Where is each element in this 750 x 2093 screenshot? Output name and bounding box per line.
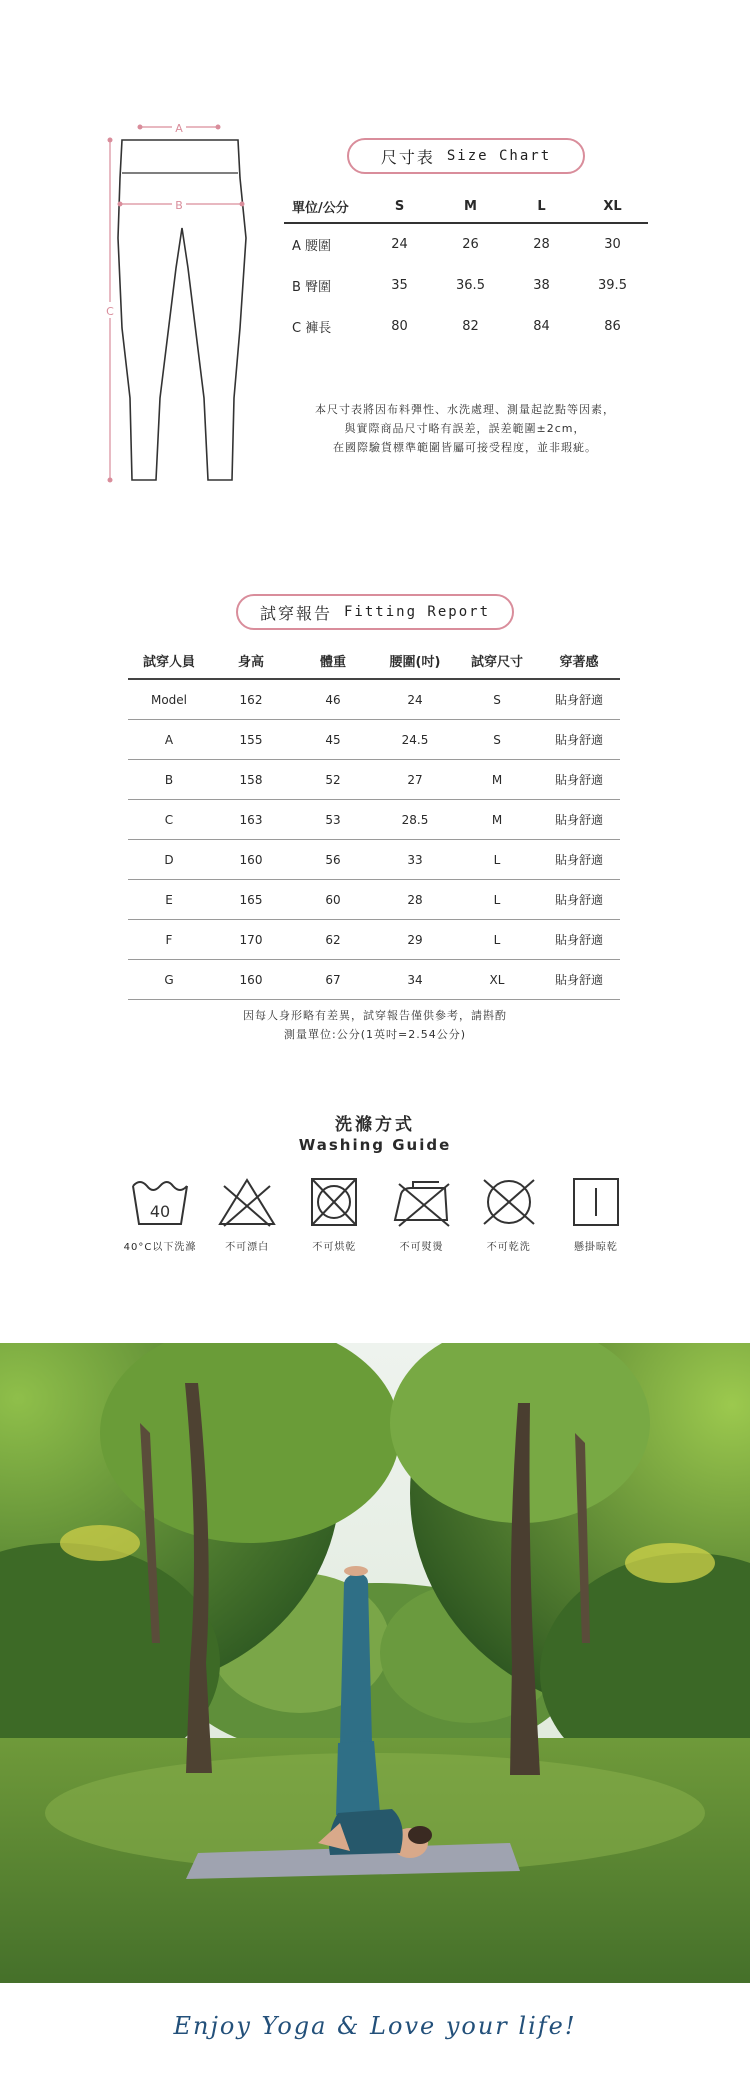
- size-note-line: 本尺寸表將因布料彈性、水洗處理、測量起訖點等因素，: [315, 403, 615, 416]
- size-cell: 30: [604, 237, 621, 252]
- dim-label-b: B: [175, 199, 183, 212]
- fit-cell: 貼身舒適: [554, 813, 603, 827]
- size-cell: 84: [533, 319, 550, 334]
- fit-cell: 62: [325, 932, 341, 947]
- size-cell: 28: [533, 237, 550, 252]
- fit-cell: 155: [239, 732, 263, 747]
- size-chart-table: [284, 190, 648, 347]
- no-tumble-dry-icon: [301, 1174, 367, 1230]
- fit-cell: L: [493, 892, 501, 907]
- fit-cell: B: [164, 772, 174, 787]
- dim-label-c: C: [106, 305, 114, 318]
- wash-label: 懸掛晾乾: [573, 1242, 618, 1253]
- fit-cell: 29: [407, 932, 423, 947]
- wash-item: [205, 1174, 289, 1253]
- fit-cell: 27: [407, 772, 423, 787]
- wash-item: [380, 1174, 464, 1253]
- table-row: [128, 680, 620, 720]
- size-row-hip: [284, 265, 648, 306]
- size-header-l: L: [537, 198, 546, 214]
- fit-cell: 162: [239, 692, 263, 707]
- fit-cell: 165: [239, 892, 263, 907]
- fit-header: 身高: [237, 654, 264, 670]
- fit-cell: 160: [239, 852, 263, 867]
- size-row-waist: [284, 224, 648, 265]
- size-chart-title-en: Size Chart: [446, 148, 552, 164]
- size-row-length: [284, 306, 648, 347]
- fit-cell: 60: [325, 892, 341, 907]
- wash-item: [118, 1174, 202, 1253]
- size-header-s: S: [394, 198, 405, 214]
- fit-cell: 24: [407, 692, 423, 707]
- size-cell: 35: [391, 278, 408, 293]
- fit-cell: 34: [407, 972, 423, 987]
- fit-cell: 28.5: [401, 812, 429, 827]
- size-note-line: 與實際商品尺寸略有誤差，誤差範圍±2cm，: [344, 422, 586, 435]
- size-row-label: C 褲長: [292, 321, 332, 336]
- fit-cell: S: [493, 732, 501, 747]
- table-row: [128, 800, 620, 840]
- fit-cell: G: [164, 972, 174, 987]
- wash-item: [554, 1174, 638, 1253]
- table-row: [128, 840, 620, 880]
- no-iron-icon: [389, 1174, 455, 1230]
- fit-cell: E: [165, 892, 173, 907]
- size-cell: 36.5: [456, 278, 485, 293]
- no-bleach-icon: [214, 1174, 280, 1230]
- fit-cell: 67: [325, 972, 341, 987]
- size-chart-title: [347, 138, 585, 174]
- fit-cell: 24.5: [401, 732, 429, 747]
- fit-cell: L: [493, 932, 501, 947]
- wash-item: [467, 1174, 551, 1253]
- washing-title-cn: 洗滌方式: [335, 1115, 415, 1135]
- fit-cell: C: [164, 812, 174, 827]
- fit-cell: 53: [325, 812, 341, 827]
- hang-dry-icon: [563, 1174, 629, 1230]
- fit-cell: 貼身舒適: [554, 973, 603, 987]
- size-cell: 86: [604, 319, 621, 334]
- fit-cell: S: [493, 692, 501, 707]
- fit-cell: L: [493, 852, 501, 867]
- fit-cell: D: [164, 852, 174, 867]
- fit-cell: 163: [239, 812, 263, 827]
- fit-header: 體重: [319, 654, 346, 670]
- fit-cell: 52: [325, 772, 341, 787]
- fit-cell: 貼身舒適: [554, 933, 603, 947]
- size-cell: 82: [462, 319, 479, 334]
- size-table-header: [284, 190, 648, 224]
- fitting-note-line: 測量單位:公分(1英吋=2.54公分): [284, 1028, 466, 1041]
- fit-cell: XL: [489, 972, 505, 987]
- fitting-title-cn: 試穿報告: [259, 603, 332, 623]
- table-row: [128, 880, 620, 920]
- size-cell: 38: [533, 278, 550, 293]
- size-header-m: M: [464, 198, 477, 214]
- wash-label: 不可熨燙: [399, 1242, 444, 1253]
- fit-header: 穿著感: [559, 654, 599, 670]
- fit-header: 試穿人員: [142, 654, 195, 670]
- fit-cell: Model: [150, 692, 188, 707]
- size-chart-title-cn: 尺寸表: [380, 147, 435, 167]
- fit-cell: 160: [239, 972, 263, 987]
- size-cell: 26: [462, 237, 479, 252]
- fitting-title-en: Fitting Report: [344, 604, 491, 620]
- size-row-label: B 臀圍: [292, 280, 332, 295]
- fit-cell: 貼身舒適: [554, 733, 603, 747]
- dim-label-a: A: [175, 122, 183, 135]
- table-row: [128, 920, 620, 960]
- fit-header: 腰圍(吋): [389, 654, 441, 670]
- fitting-report-title: [236, 594, 514, 630]
- fit-cell: A: [164, 732, 174, 747]
- fit-cell: M: [491, 772, 503, 787]
- fit-cell: F: [165, 932, 173, 947]
- fit-cell: 貼身舒適: [554, 773, 603, 787]
- size-header-xl: XL: [603, 198, 622, 214]
- fit-cell: 46: [325, 692, 341, 707]
- wash-label: 不可乾洗: [486, 1242, 531, 1253]
- table-row: [128, 760, 620, 800]
- washing-title-en: Washing Guide: [298, 1136, 452, 1154]
- size-header-unit: 單位/公分: [292, 200, 349, 216]
- size-cell: 39.5: [598, 278, 627, 293]
- fitting-report-table: [128, 642, 620, 1000]
- wash-40-icon: [127, 1174, 193, 1230]
- size-cell: 24: [391, 237, 408, 252]
- fit-table-header: [128, 642, 620, 680]
- size-row-label: A 腰圍: [292, 239, 332, 254]
- table-row: [128, 960, 620, 1000]
- fit-cell: M: [491, 812, 503, 827]
- fit-cell: 56: [325, 852, 341, 867]
- fit-cell: 貼身舒適: [554, 853, 603, 867]
- washing-icons: [118, 1174, 638, 1253]
- wash-item: [292, 1174, 376, 1253]
- legging-size-diagram: [100, 118, 260, 488]
- size-cell: 80: [391, 319, 408, 334]
- footer-tagline: Enjoy Yoga & Love your life!: [173, 2012, 577, 2040]
- wash-label: 40°C以下洗滌: [123, 1242, 197, 1253]
- size-chart-note: [290, 400, 640, 457]
- wash-label: 不可烘乾: [312, 1242, 357, 1253]
- wash-temp-label: 40: [149, 1202, 171, 1221]
- fit-cell: 28: [407, 892, 423, 907]
- no-dry-clean-icon: [476, 1174, 542, 1230]
- fit-cell: 貼身舒適: [554, 893, 603, 907]
- size-note-line: 在國際驗貨標準範圍皆屬可接受程度，並非瑕疵。: [333, 441, 597, 454]
- fit-cell: 158: [239, 772, 263, 787]
- wash-label: 不可漂白: [225, 1242, 270, 1253]
- fit-cell: 貼身舒適: [554, 693, 603, 707]
- fitting-note-line: 因每人身形略有差異，試穿報告僅供參考，請斟酌: [243, 1009, 507, 1022]
- fit-cell: 170: [239, 932, 263, 947]
- table-row: [128, 720, 620, 760]
- fit-header: 試穿尺寸: [470, 654, 523, 670]
- fit-cell: 45: [325, 732, 341, 747]
- fitting-note: [200, 1006, 550, 1044]
- fit-cell: 33: [407, 852, 423, 867]
- yoga-shoulder-stand-photo: [0, 1343, 750, 1983]
